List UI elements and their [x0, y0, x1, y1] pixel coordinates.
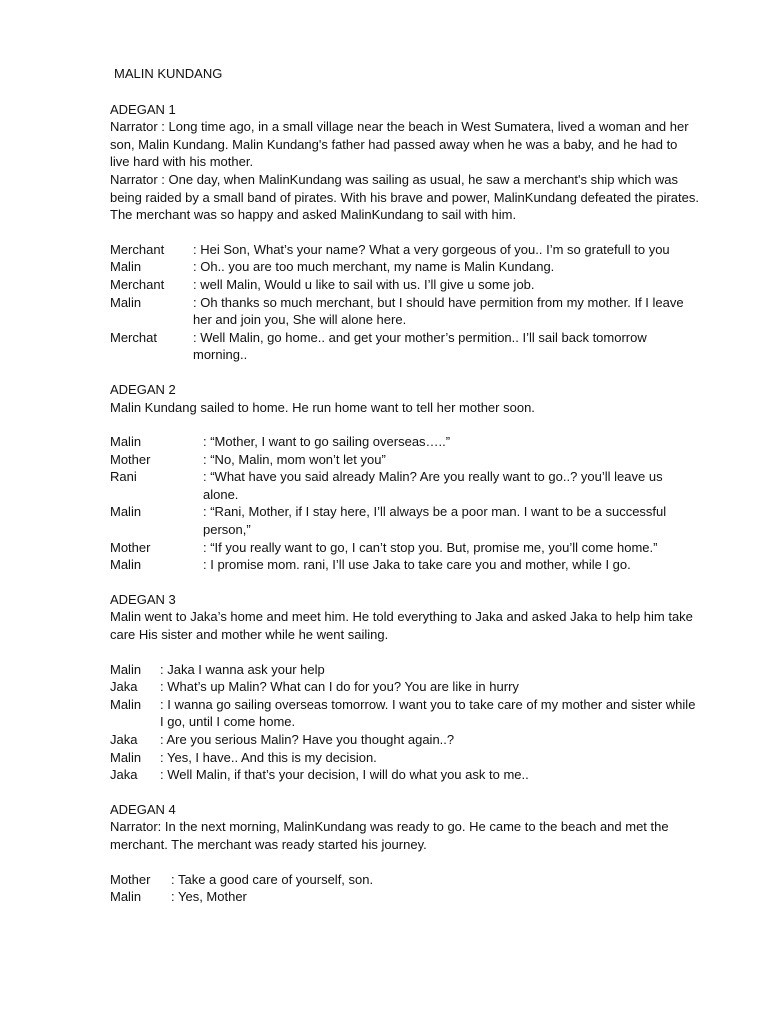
dialogue-text: : Oh thanks so much merchant, but I should have permition from my mother. If I leave her and join you, She will alone here. — [193, 294, 684, 328]
dialogue-text: : Well Malin, if that’s your decision, I will do what you ask to me.. — [160, 767, 529, 783]
dialogue-line — [110, 661, 700, 679]
narration-paragraph: Narrator: In the next morning, MalinKundang was ready to go. He came to the beach and met the merchant. The merchant was ready started his journey. — [110, 819, 669, 852]
speaker-name: Malin — [110, 294, 142, 310]
dialogue-line — [110, 556, 700, 574]
narration-paragraph: Malin Kundang sailed to home. He run home want to tell her mother soon. — [110, 399, 535, 415]
speaker-name: Merchat — [110, 329, 157, 345]
dialogue-text: : Oh.. you are too much merchant, my name is Malin Kundang. — [193, 259, 555, 275]
speaker-name: Malin — [110, 259, 142, 275]
dialogue-text: : “What have you said already Malin? Are you really want to go..? you’ll leave us alone. — [203, 469, 663, 502]
dialogue-line — [110, 696, 700, 731]
dialogue-line — [110, 433, 700, 451]
dialogue-text: : Yes, I have.. And this is my decision. — [160, 749, 377, 765]
dialogue-text: : “If you really want to go, I can’t stop you. But, promise me, you’ll come home.” — [203, 539, 658, 555]
scene-4 — [110, 801, 700, 906]
dialogue-line — [110, 766, 700, 784]
dialogue-text: : “Rani, Mother, if I stay here, I’ll always be a poor man. I want to be a successful person,” — [203, 504, 667, 538]
narration-paragraph: Narrator : Long time ago, in a small village near the beach in West Sumatera, lived a woman and her son, Malin Kundang. Malin Kundang's father had passed away when he was a baby, and he had to live hard with his mother. — [110, 119, 689, 170]
dialogue-line — [110, 888, 700, 906]
speaker-name: Malin — [110, 889, 142, 905]
dialogue-line — [110, 678, 700, 696]
dialogue-line — [110, 539, 700, 557]
speaker-name: Jaka — [110, 679, 138, 695]
speaker-name: Jaka — [110, 767, 138, 783]
scene-heading: ADEGAN 3 — [110, 591, 176, 607]
speaker-name: Malin — [110, 661, 142, 677]
dialogue-text: : Hei Son, What’s your name? What a very gorgeous of you.. I’m so gratefull to you — [193, 241, 670, 257]
scene-3 — [110, 591, 700, 784]
dialogue-line — [110, 731, 700, 749]
speaker-name: Malin — [110, 434, 142, 450]
speaker-name: Mother — [110, 539, 151, 555]
scene-2 — [110, 381, 700, 574]
dialogue-line — [110, 241, 700, 259]
dialogue-line — [110, 468, 700, 503]
speaker-name: Malin — [110, 504, 142, 520]
dialogue-line — [110, 329, 700, 364]
dialogue-line — [110, 294, 700, 329]
dialogue-text: : well Malin, Would u like to sail with us. I’ll give u some job. — [193, 276, 535, 292]
scene-heading: ADEGAN 4 — [110, 801, 176, 817]
speaker-name: Malin — [110, 557, 142, 573]
scene-heading: ADEGAN 2 — [110, 381, 176, 397]
dialogue-text: : What’s up Malin? What can I do for you? You are like in hurry — [160, 679, 519, 695]
dialogue-line — [110, 276, 700, 294]
dialogue-text: : I wanna go sailing overseas tomorrow. I want you to take care of my mother and sister while I go, until I come home. — [160, 696, 696, 730]
dialogue-text: : Yes, Mother — [171, 889, 247, 905]
document-page — [110, 65, 700, 906]
dialogue-text: : “No, Malin, mom won’t let you” — [203, 451, 386, 467]
dialogue-line — [110, 503, 700, 538]
document-title: MALIN KUNDANG — [114, 66, 223, 81]
speaker-name: Mother — [110, 451, 151, 467]
dialogue-text: : I promise mom. rani, I’ll use Jaka to take care you and mother, while I go. — [203, 557, 631, 573]
speaker-name: Rani — [110, 469, 137, 485]
dialogue-text: : Are you serious Malin? Have you thought again..? — [160, 732, 455, 747]
speaker-name: Malin — [110, 696, 142, 712]
speaker-name: Merchant — [110, 241, 165, 257]
speaker-name: Jaka — [110, 732, 138, 747]
dialogue-line — [110, 871, 700, 889]
dialogue-line — [110, 258, 700, 276]
dialogue-line — [110, 749, 700, 767]
narration-paragraph: Narrator : One day, when MalinKundang was sailing as usual, he saw a merchant's ship which was being raided by a small band of pirates. With his brave and power, MalinKundang defeated the pirates. The merchant was so happy and asked MalinKundang to sail with him. — [110, 171, 699, 223]
scene-1 — [110, 101, 700, 364]
dialogue-text: : Jaka I wanna ask your help — [160, 661, 325, 677]
speaker-name: Merchant — [110, 276, 165, 292]
dialogue-text: : Take a good care of yourself, son. — [171, 871, 374, 887]
narration-paragraph: Malin went to Jaka’s home and meet him. He told everything to Jaka and asked Jaka to help him take care His sister and mother while he went sailing. — [110, 609, 693, 643]
scene-heading: ADEGAN 1 — [110, 101, 176, 117]
dialogue-text: : “Mother, I want to go sailing overseas…..” — [203, 434, 451, 450]
speaker-name: Malin — [110, 749, 142, 765]
dialogue-line — [110, 451, 700, 469]
dialogue-text: : Well Malin, go home.. and get your mother’s permition.. I’ll sail back tomorrow morning.. — [193, 329, 647, 363]
speaker-name: Mother — [110, 871, 151, 887]
